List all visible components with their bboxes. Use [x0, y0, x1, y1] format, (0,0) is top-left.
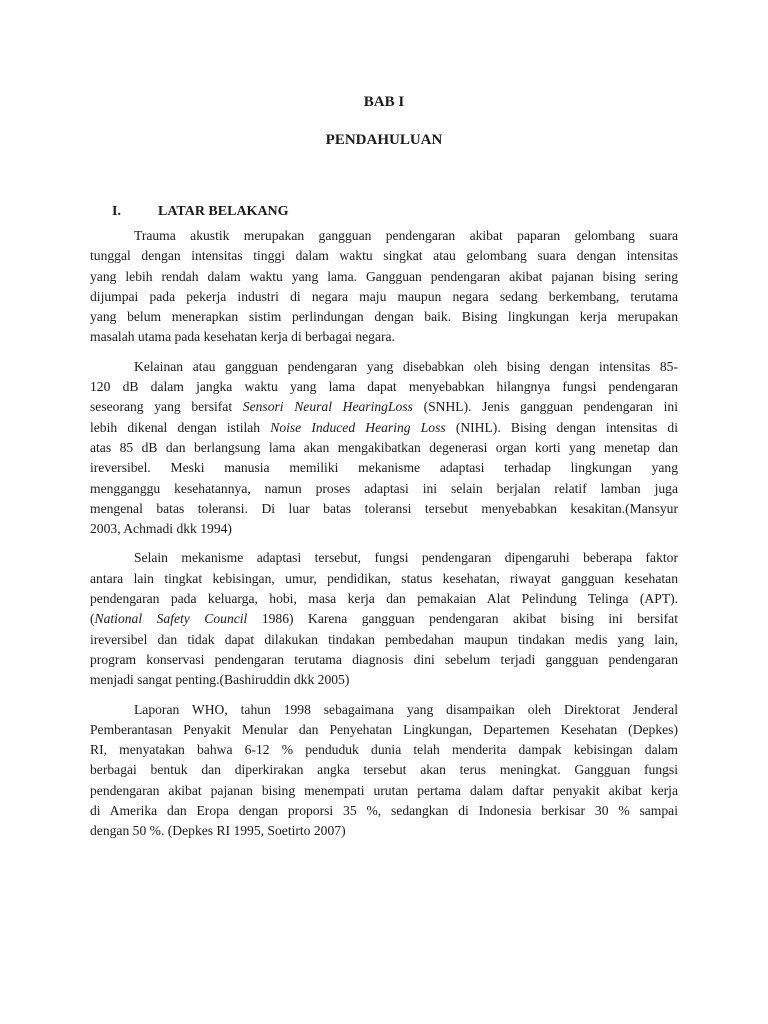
- text-line: 120 dB dalam jangka waktu yang lama dapat menyebabkan hilangnya fungsi pendengaran: [90, 379, 678, 395]
- text-line: ireversibel. Meski manusia memiliki mekanisme adaptasi terhadap lingkungan yang: [90, 460, 678, 476]
- text-line: program konservasi pendengaran terutama diagnosis dini sebelum terjadi gangguan pendengaran: [90, 651, 678, 667]
- chapter-number: BAB I: [363, 94, 405, 110]
- text-run: seseorang yang bersifat: [90, 399, 243, 415]
- text-line: RI, menyatakan bahwa 6-12 % penduduk dunia telah menderita dampak kebisingan dalam: [90, 742, 678, 758]
- text-line: menjadi sangat penting.(Bashiruddin dkk 2005): [90, 672, 350, 688]
- body-paragraph: [90, 700, 678, 842]
- text-line: tunggal dengan intensitas tinggi dalam waktu singkat atau gelombang suara dengan intensitas: [90, 248, 678, 264]
- italic-term: Sensori Neural HearingLoss: [242, 399, 413, 415]
- body-text: [90, 226, 678, 842]
- text-line: Trauma akustik merupakan gangguan pendengaran akibat paparan gelombang suara: [134, 228, 678, 243]
- section-number: I.: [112, 204, 121, 219]
- text-line: mengenal batas toleransi. Di luar batas toleransi tersebut menyebabkan kesakitan.(Mansyur: [90, 500, 678, 516]
- text-line: [90, 397, 678, 417]
- body-paragraph: [90, 357, 678, 540]
- text-line: Pemberantasan Penyakit Menular dan Penyehatan Lingkungan, Departemen Kesehatan (Depkes): [90, 721, 678, 737]
- text-line: antara lain tingkat kebisingan, umur, pendidikan, status kesehatan, riwayat gangguan kesehatan: [90, 570, 678, 586]
- text-line: mengganggu kesehatannya, namun proses adaptasi ini selain berjalan relatif lamban juga: [90, 480, 678, 496]
- text-run: lebih dikenal dengan istilah: [90, 419, 271, 435]
- body-paragraph: [90, 548, 678, 690]
- section-heading: [90, 202, 678, 222]
- text-line: Laporan WHO, tahun 1998 sebagaimana yang disampaikan oleh Direktorat Jenderal: [134, 701, 678, 717]
- text-line: Kelainan atau gangguan pendengaran yang disebabkan oleh bising dengan intensitas 85-: [134, 358, 678, 374]
- text-line: 2003, Achmadi dkk 1994): [90, 521, 232, 537]
- section-title: LATAR BELAKANG: [158, 204, 289, 219]
- text-line: masalah utama pada kesehatan kerja di berbagai negara.: [90, 329, 395, 345]
- text-line: dengan 50 %. (Depkes RI 1995, Soetirto 2007): [90, 823, 346, 839]
- text-line: [90, 418, 678, 438]
- text-line: [90, 609, 678, 629]
- body-paragraph: [90, 226, 678, 348]
- text-run: (SNHL). Jenis gangguan pendengaran ini: [412, 399, 678, 415]
- text-run: 1986) Karena gangguan pendengaran akibat bising ini bersifat: [247, 611, 678, 627]
- text-line: pendengaran akibat pajanan bising menempati urutan pertama dalam daftar penyakit akibat kerja: [90, 782, 678, 798]
- document-page: [90, 92, 678, 842]
- text-line: atas 85 dB dan berlangsung lama akan mengakibatkan degenerasi organ korti yang menetap dan: [90, 439, 678, 455]
- text-line: dijumpai pada pekerja industri di negara maju maupun negara sedang berkembang, terutama: [90, 288, 678, 304]
- text-line: yang belum menerapkan sistim perlindungan dengan baik. Bising lingkungan kerja merupakan: [90, 309, 678, 325]
- italic-term: Noise Induced Hearing Loss: [270, 419, 446, 435]
- italic-term: National Safety Council: [94, 611, 248, 627]
- text-line: di Amerika dan Eropa dengan proporsi 35 %, sedangkan di Indonesia berkisar 30 % sampai: [90, 803, 678, 819]
- text-run: (NIHL). Bising dengan intensitas di: [445, 419, 678, 435]
- text-run: (: [90, 611, 95, 627]
- text-line: pendengaran pada keluarga, hobi, masa kerja dan pemakaian Alat Pelindung Telinga (APT).: [90, 591, 678, 607]
- text-line: berbagai bentuk dan diperkirakan angka tersebut akan terus meningkat. Gangguan fungsi: [90, 762, 678, 778]
- text-line: Selain mekanisme adaptasi tersebut, fungsi pendengaran dipengaruhi beberapa faktor: [134, 550, 678, 566]
- chapter-title: PENDAHULUAN: [325, 132, 443, 148]
- text-line: ireversibel dan tidak dapat dilakukan tindakan pembedahan maupun tindakan medis yang lain,: [90, 631, 678, 647]
- text-line: yang lebih rendah dalam waktu yang lama. Gangguan pendengaran akibat pajanan bising sering: [90, 268, 678, 284]
